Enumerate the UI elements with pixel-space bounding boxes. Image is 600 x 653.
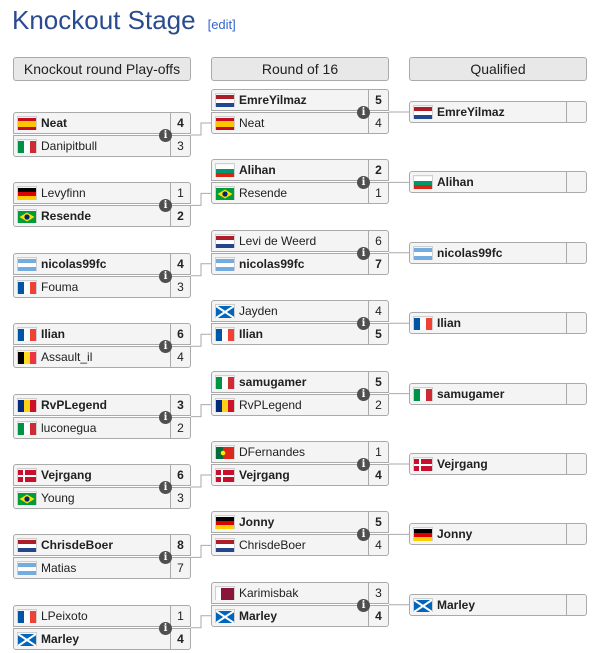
qualified-score-cell bbox=[566, 172, 586, 192]
player-name[interactable]: samugamer bbox=[239, 374, 307, 389]
round16-match bbox=[211, 230, 389, 278]
fr-flag-icon bbox=[216, 328, 234, 340]
match-info-icon[interactable]: i bbox=[159, 551, 172, 564]
it-flag-icon bbox=[18, 140, 36, 152]
player-score: 5 bbox=[368, 90, 388, 110]
player-score: 4 bbox=[170, 113, 190, 133]
fr-flag-icon bbox=[414, 317, 432, 329]
match-info-icon[interactable]: i bbox=[159, 199, 172, 212]
qualified-score-cell bbox=[566, 595, 586, 615]
player-score: 4 bbox=[170, 347, 190, 367]
de-flag-icon bbox=[216, 516, 234, 528]
playoff-match bbox=[13, 253, 191, 301]
de-flag-icon bbox=[414, 528, 432, 540]
player-score: 1 bbox=[368, 442, 388, 462]
player-name[interactable]: Marley bbox=[239, 608, 278, 623]
playoff-match bbox=[13, 605, 191, 653]
ar-flag-icon bbox=[18, 562, 36, 574]
player-score: 5 bbox=[368, 324, 388, 344]
bg-flag-icon bbox=[414, 176, 432, 188]
qualified-player-name[interactable]: EmreYilmaz bbox=[437, 105, 505, 119]
player-score: 7 bbox=[170, 558, 190, 578]
page-header bbox=[12, 5, 236, 39]
player-score: 6 bbox=[170, 465, 190, 485]
round16-match bbox=[211, 582, 389, 630]
connector-line bbox=[191, 334, 211, 346]
br-flag-icon bbox=[216, 187, 234, 199]
player-score: 3 bbox=[368, 583, 388, 603]
br-flag-icon bbox=[18, 210, 36, 222]
match-info-icon[interactable]: i bbox=[357, 388, 370, 401]
player-name[interactable]: Vejrgang bbox=[41, 468, 92, 482]
playoff-match bbox=[13, 464, 191, 512]
player-score: 3 bbox=[170, 136, 190, 156]
round16-match bbox=[211, 159, 389, 207]
match-info-icon[interactable]: i bbox=[357, 106, 370, 119]
match-info-icon[interactable]: i bbox=[159, 129, 172, 142]
nl-flag-icon bbox=[216, 94, 234, 106]
connector-line bbox=[191, 616, 211, 628]
qualified-player-name[interactable]: nicolas99fc bbox=[437, 245, 503, 260]
match-info-icon[interactable]: i bbox=[357, 247, 370, 260]
connector-line bbox=[191, 475, 211, 487]
edit-link[interactable]: [edit] bbox=[207, 17, 236, 32]
player-score: 3 bbox=[170, 395, 190, 415]
player-name[interactable]: Ilian bbox=[239, 327, 264, 342]
player-name[interactable]: Young bbox=[41, 491, 75, 505]
ar-flag-icon bbox=[414, 247, 432, 259]
be-flag-icon bbox=[18, 351, 36, 363]
player-score: 7 bbox=[368, 254, 388, 274]
column-header-round-of-16: Round of 16 bbox=[211, 57, 389, 81]
player-name[interactable]: Neat bbox=[239, 116, 265, 130]
match-info-icon[interactable]: i bbox=[357, 599, 370, 612]
sct-flag-icon bbox=[414, 599, 432, 611]
player-name[interactable]: ChrisdeBoer bbox=[41, 538, 114, 553]
fr-flag-icon bbox=[18, 281, 36, 293]
player-name[interactable]: Levyfinn bbox=[41, 186, 86, 201]
qualified-score-cell bbox=[566, 313, 586, 333]
match-info-icon[interactable]: i bbox=[159, 622, 172, 635]
player-score: 4 bbox=[368, 301, 388, 321]
nl-flag-icon bbox=[216, 235, 234, 247]
connector-line bbox=[191, 193, 211, 205]
round16-match bbox=[211, 441, 389, 489]
player-score: 2 bbox=[368, 395, 388, 415]
ar-flag-icon bbox=[216, 258, 234, 270]
qualified-player-name[interactable]: Vejrgang bbox=[437, 457, 488, 471]
player-name[interactable]: Karimisbak bbox=[239, 585, 299, 600]
qualified-score-cell bbox=[566, 454, 586, 474]
br-flag-icon bbox=[18, 492, 36, 504]
match-info-icon[interactable]: i bbox=[159, 481, 172, 494]
it-flag-icon bbox=[216, 376, 234, 388]
qualified-entry bbox=[409, 594, 587, 616]
fr-flag-icon bbox=[18, 610, 36, 622]
es-flag-icon bbox=[18, 117, 36, 129]
qualified-entry bbox=[409, 242, 587, 264]
qualified-entry bbox=[409, 383, 587, 405]
player-score: 8 bbox=[170, 535, 190, 555]
player-score: 4 bbox=[368, 535, 388, 555]
round16-match bbox=[211, 89, 389, 137]
playoff-match bbox=[13, 534, 191, 582]
dk-flag-icon bbox=[216, 469, 234, 481]
player-score: 5 bbox=[368, 372, 388, 392]
pt-flag-icon bbox=[216, 446, 234, 458]
player-name[interactable]: Levi de Weerd bbox=[239, 233, 317, 248]
qualified-entry bbox=[409, 523, 587, 545]
nl-flag-icon bbox=[216, 539, 234, 551]
player-name[interactable]: luconegua bbox=[41, 420, 97, 435]
player-name[interactable]: Resende bbox=[239, 186, 288, 201]
round16-match bbox=[211, 371, 389, 419]
connector-line bbox=[191, 405, 211, 417]
connector-line bbox=[191, 123, 211, 135]
sct-flag-icon bbox=[18, 633, 36, 645]
nl-flag-icon bbox=[18, 539, 36, 551]
de-flag-icon bbox=[18, 187, 36, 199]
player-score: 6 bbox=[170, 324, 190, 344]
player-name[interactable]: EmreYilmaz bbox=[239, 93, 307, 107]
match-info-icon[interactable]: i bbox=[357, 458, 370, 471]
es-flag-icon bbox=[216, 117, 234, 129]
dk-flag-icon bbox=[18, 469, 36, 481]
player-name[interactable]: RvPLegend bbox=[41, 397, 108, 412]
player-name[interactable]: Jayden bbox=[239, 304, 278, 319]
round16-match bbox=[211, 511, 389, 559]
qualified-score-cell bbox=[566, 102, 586, 122]
qualified-player-name[interactable]: Jonny bbox=[437, 527, 473, 542]
player-name[interactable]: Neat bbox=[41, 116, 68, 130]
player-name[interactable]: Assault_il bbox=[41, 350, 93, 365]
connector-line bbox=[191, 545, 211, 557]
column-header-qualified: Qualified bbox=[409, 57, 587, 81]
ar-flag-icon bbox=[18, 258, 36, 270]
it-flag-icon bbox=[414, 388, 432, 400]
player-score: 4 bbox=[170, 629, 190, 649]
match-info-icon[interactable]: i bbox=[357, 317, 370, 330]
player-score: 2 bbox=[170, 206, 190, 226]
playoff-match bbox=[13, 323, 191, 371]
playoff-match bbox=[13, 394, 191, 442]
qualified-entry bbox=[409, 101, 587, 123]
player-name[interactable]: Fouma bbox=[41, 279, 79, 294]
fr-flag-icon bbox=[18, 328, 36, 340]
player-name[interactable]: LPeixoto bbox=[41, 608, 88, 623]
dk-flag-icon bbox=[414, 458, 432, 470]
nl-flag-icon bbox=[414, 106, 432, 118]
qualified-entry bbox=[409, 312, 587, 334]
qualified-player-name[interactable]: Marley bbox=[437, 597, 476, 612]
player-name[interactable]: ChrisdeBoer bbox=[239, 538, 306, 553]
player-score: 3 bbox=[170, 277, 190, 297]
ro-flag-icon bbox=[216, 399, 234, 411]
player-name[interactable]: Marley bbox=[41, 631, 80, 646]
sct-flag-icon bbox=[216, 610, 234, 622]
qualified-score-cell bbox=[566, 524, 586, 544]
qualified-score-cell bbox=[566, 243, 586, 263]
bg-flag-icon bbox=[216, 164, 234, 176]
player-score: 5 bbox=[368, 512, 388, 532]
player-name[interactable]: Ilian bbox=[41, 327, 66, 342]
player-name[interactable]: Resende bbox=[41, 209, 92, 224]
player-name[interactable]: Vejrgang bbox=[239, 468, 290, 482]
qualified-score-cell bbox=[566, 384, 586, 404]
player-score: 1 bbox=[170, 183, 190, 203]
match-info-icon[interactable]: i bbox=[159, 270, 172, 283]
player-score: 2 bbox=[170, 418, 190, 438]
match-info-icon[interactable]: i bbox=[357, 176, 370, 189]
player-name[interactable]: Jonny bbox=[239, 515, 275, 530]
match-info-icon[interactable]: i bbox=[357, 528, 370, 541]
player-score: 1 bbox=[170, 606, 190, 626]
player-name[interactable]: RvPLegend bbox=[239, 397, 302, 412]
player-score: 4 bbox=[368, 606, 388, 626]
round16-match bbox=[211, 300, 389, 348]
player-score: 4 bbox=[368, 465, 388, 485]
player-name[interactable]: DFernandes bbox=[239, 445, 306, 459]
page-title: Knockout Stage bbox=[12, 5, 196, 35]
qualified-player-name[interactable]: samugamer bbox=[437, 386, 505, 401]
it-flag-icon bbox=[18, 422, 36, 434]
player-name[interactable]: nicolas99fc bbox=[239, 256, 305, 271]
player-score: 6 bbox=[368, 231, 388, 251]
player-name[interactable]: Danipitbull bbox=[41, 139, 98, 153]
player-score: 4 bbox=[368, 113, 388, 133]
match-info-icon[interactable]: i bbox=[159, 340, 172, 353]
player-name[interactable]: Matias bbox=[41, 561, 77, 576]
playoff-match bbox=[13, 182, 191, 230]
player-score: 2 bbox=[368, 160, 388, 180]
playoff-match bbox=[13, 112, 191, 160]
qualified-player-name[interactable]: Ilian bbox=[437, 316, 462, 331]
qa-flag-icon bbox=[216, 587, 234, 599]
ro-flag-icon bbox=[18, 399, 36, 411]
column-header-playoffs: Knockout round Play-offs bbox=[13, 57, 191, 81]
connector-line bbox=[191, 264, 211, 276]
match-info-icon[interactable]: i bbox=[159, 411, 172, 424]
qualified-player-name[interactable]: Alihan bbox=[437, 175, 474, 190]
qualified-entry bbox=[409, 171, 587, 193]
player-score: 4 bbox=[170, 254, 190, 274]
qualified-entry bbox=[409, 453, 587, 475]
player-name[interactable]: Alihan bbox=[239, 163, 276, 178]
player-score: 1 bbox=[368, 183, 388, 203]
player-score: 3 bbox=[170, 488, 190, 508]
sct-flag-icon bbox=[216, 305, 234, 317]
player-name[interactable]: nicolas99fc bbox=[41, 256, 107, 271]
